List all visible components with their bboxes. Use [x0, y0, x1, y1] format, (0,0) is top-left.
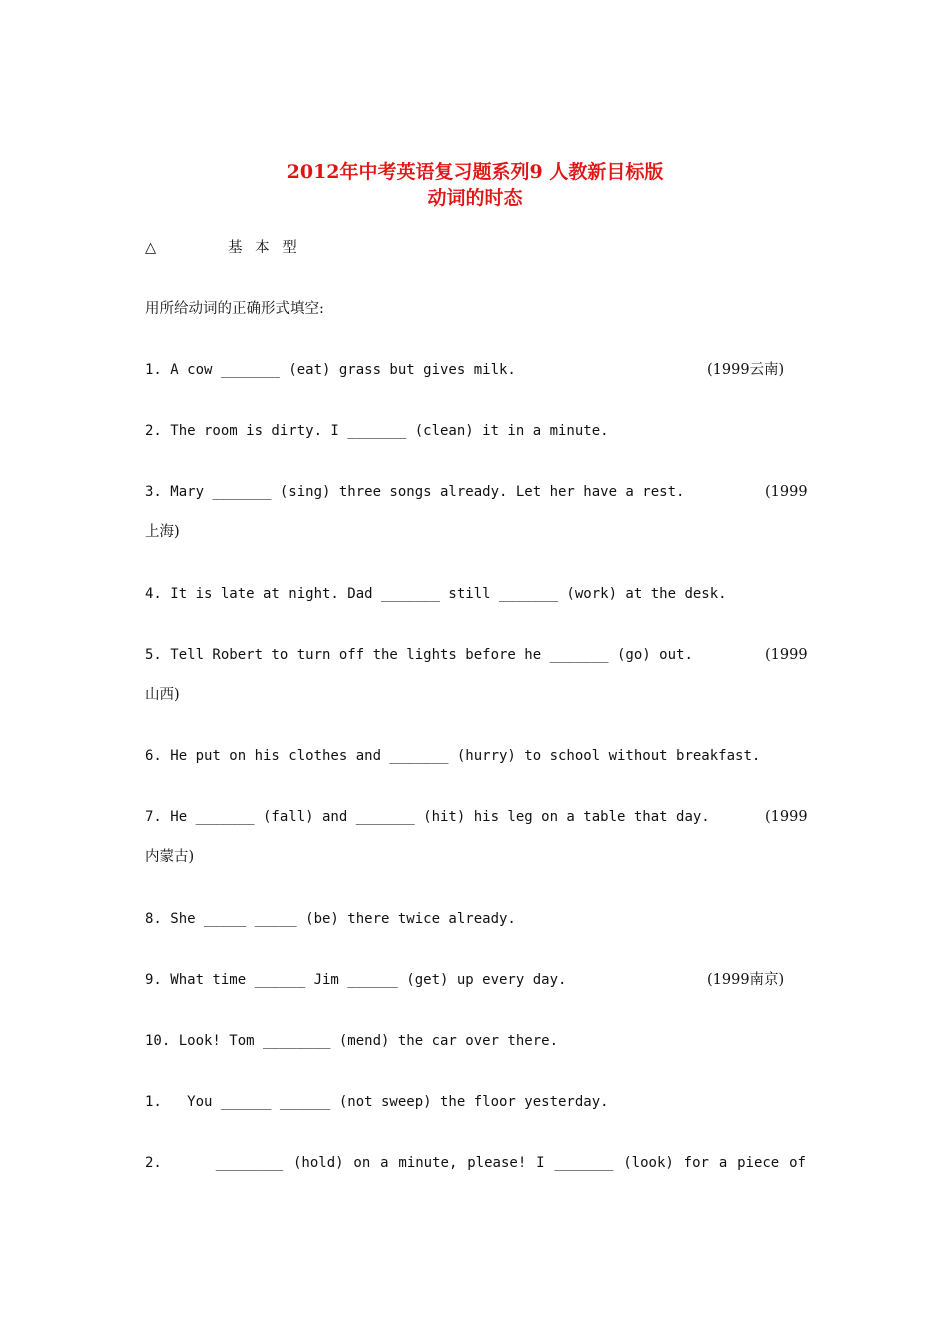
item-number: 2.	[145, 1155, 162, 1171]
document-title: 2012年中考英语复习题系列9 人教新目标版	[286, 161, 664, 183]
exercise-item: 5. Tell Robert to turn off the lights before he _______ (go) out.	[145, 647, 693, 663]
instruction-text: 用所给动词的正确形式填空:	[145, 301, 324, 317]
word: (look)	[623, 1155, 674, 1171]
word: (hold)	[292, 1155, 344, 1171]
section-heading: 基 本 型	[228, 240, 301, 256]
item-source-continuation: 内蒙古)	[145, 849, 195, 865]
exercise-item: 1. A cow _______ (eat) grass but gives milk.	[145, 362, 516, 378]
item-source: (1999	[765, 647, 808, 663]
word: please!	[467, 1155, 527, 1171]
word: a	[380, 1155, 389, 1171]
exercise-item: 9. What time ______ Jim ______ (get) up every day.	[145, 972, 567, 988]
exercise-item: 6. He put on his clothes and _______ (hurry) to school without breakfast.	[145, 748, 761, 764]
item-source-continuation: 上海)	[145, 524, 180, 540]
item-source: (1999云南)	[707, 362, 785, 378]
item-source: (1999	[765, 484, 808, 500]
word: piece	[737, 1155, 780, 1171]
exercise-item: 7. He _______ (fall) and _______ (hit) his leg on a table that day.	[145, 809, 710, 825]
exercise-item: 2. The room is dirty. I _______ (clean) it in a minute.	[145, 423, 609, 439]
word: a	[718, 1155, 728, 1171]
word: of	[789, 1155, 806, 1171]
item-source: (1999	[765, 809, 808, 825]
exercise-item: 1. You ______ ______ (not sweep) the floor yesterday.	[145, 1094, 609, 1110]
word: on	[353, 1155, 371, 1171]
exercise-item-last	[145, 1153, 806, 1173]
word: for	[683, 1155, 709, 1171]
item-source-continuation: 山西)	[145, 687, 180, 703]
document-subtitle: 动词的时态	[427, 187, 523, 209]
word: I	[536, 1155, 545, 1171]
word: minute,	[398, 1155, 458, 1171]
item-source: (1999南京)	[707, 972, 785, 988]
exercise-item: 8. She _____ _____ (be) there twice already.	[145, 911, 516, 927]
word: ________	[215, 1155, 284, 1171]
word: _______	[554, 1155, 614, 1171]
exercise-item: 10. Look! Tom ________ (mend) the car over there.	[145, 1033, 559, 1049]
exercise-item: 3. Mary _______ (sing) three songs already. Let her have a rest.	[145, 484, 685, 500]
exercise-item: 4. It is late at night. Dad _______ still _______ (work) at the desk.	[145, 586, 727, 602]
section-marker: △	[145, 240, 157, 256]
